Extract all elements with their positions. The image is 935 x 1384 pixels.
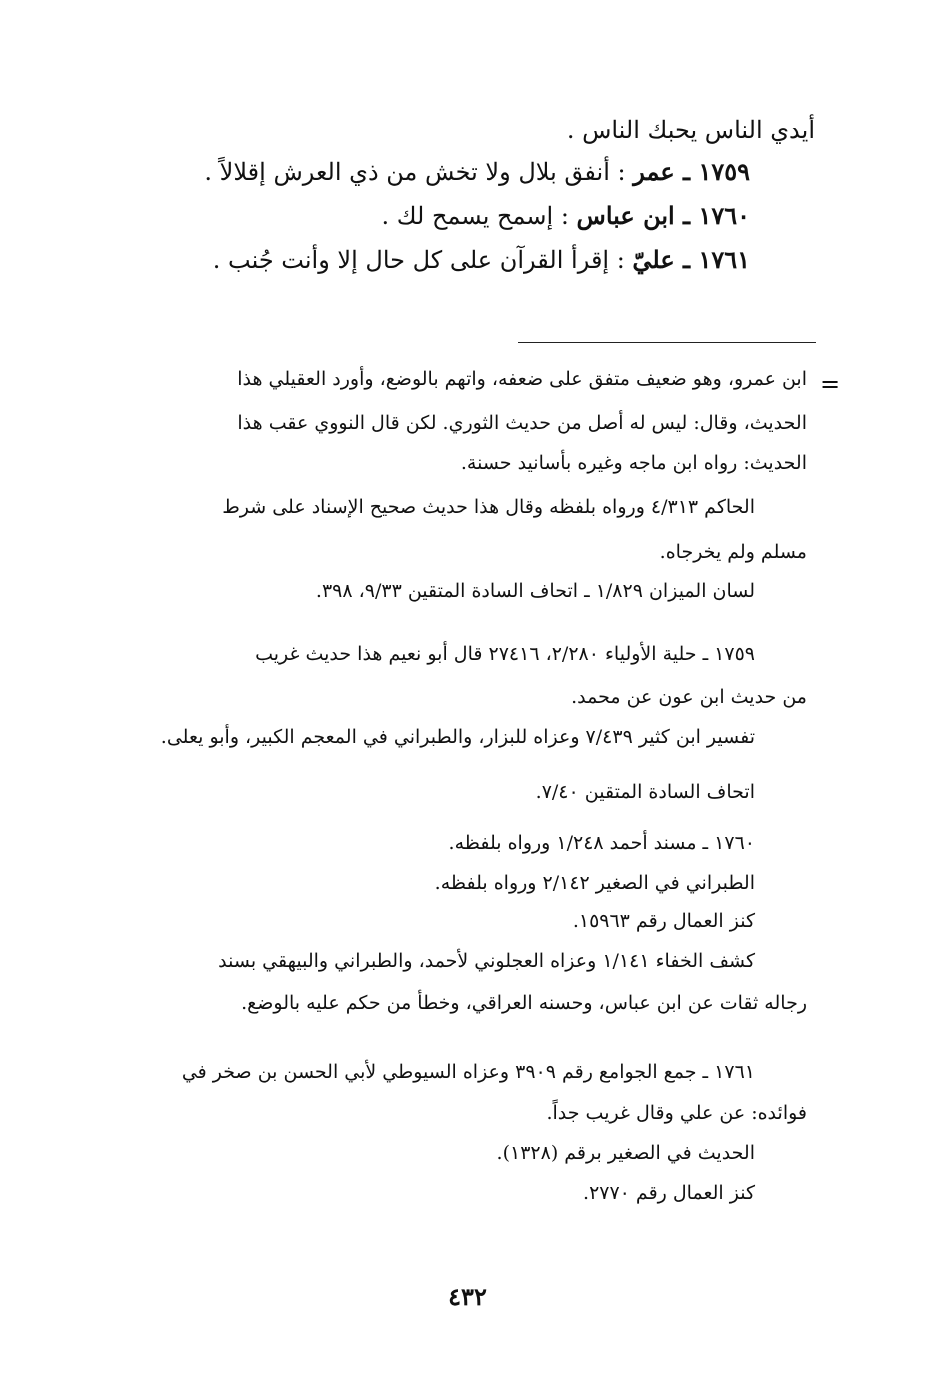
footnote-1759: ١٧٥٩ ـ حلية الأولياء ٢/٢٨٠، ٢٧٤١٦ قال أبو نعيم هذا حديث غريب [255,643,755,665]
footnote-line: من حديث ابن عون عن محمد. [571,686,807,708]
footnote-line: كنز العمال رقم ١٥٩٦٣. [572,910,755,932]
footnote-line: الحديث في الصغير برقم (١٣٢٨). [496,1142,755,1164]
footnote-line: مسلم ولم يخرجاه. [659,541,807,563]
footnote-1761: ١٧٦١ ـ جمع الجوامع رقم ٣٩٠٩ وعزاه السيوطي لأبي الحسن بن صخر في [181,1061,755,1083]
footnote-line: تفسير ابن كثير ٧/٤٣٩ وعزاه للبزار، والطبراني في المعجم الكبير، وأبو يعلى. [160,726,755,748]
hadith-text: : أنفق بلال ولا تخش من ذي العرش إقلالاً . [204,158,634,186]
hadith-number: ١٧٥٩ ـ عمر [633,157,750,186]
footnote-line: فوائده: عن علي وقال غريب جداً. [546,1102,807,1124]
footnote-line: كنز العمال رقم ٢٧٧٠. [583,1182,755,1204]
footnote-line: اتحاف السادة المتقين ٧/٤٠. [535,781,755,803]
footnote-1760: ١٧٦٠ ـ مسند أحمد ١/٢٤٨ ورواه بلفظه. [448,832,755,854]
footnote-line: الحديث، وقال: ليس له أصل من حديث الثوري. لكن قال النووي عقب هذا [237,412,807,434]
hadith-1759 [204,158,750,187]
hadith-number: ١٧٦٠ ـ ابن عباس [576,201,750,230]
continuation-mark: = [820,370,841,398]
footnote-separator [518,342,816,343]
main-text-line: أيدي الناس يحبك الناس . [566,116,815,144]
hadith-text: : إقرأ القرآن على كل حال إلا وأنت جُنب . [212,246,633,274]
hadith-1760 [382,202,750,231]
hadith-1761 [213,246,750,275]
footnote-line: رجاله ثقات عن ابن عباس، وحسنه العراقي، وخطأ من حكم عليه بالوضع. [241,992,807,1014]
footnote-line: الحديث: رواه ابن ماجه وغيره بأسانيد حسنة. [460,452,807,474]
footnote-line: الطبراني في الصغير ٢/١٤٢ ورواه بلفظه. [434,872,755,894]
page-number: ٤٣٢ [448,1282,487,1311]
hadith-text: : إسمح يسمح لك . [381,202,577,230]
footnote-line: كشف الخفاء ١/١٤١ وعزاه العجلوني لأحمد، والطبراني والبيهقي بسند [218,950,755,972]
footnote-line: لسان الميزان ١/٨٢٩ ـ اتحاف السادة المتقين ٩/٣٣، ٣٩٨. [315,580,755,602]
footnote-line: الحاكم ٤/٣١٣ ورواه بلفظه وقال هذا حديث صحيح الإسناد على شرط [222,496,755,518]
hadith-number: ١٧٦١ ـ عليّ [632,245,750,274]
footnote-line: ابن عمرو، وهو ضعيف متفق على ضعفه، واتهم بالوضع، وأورد العقيلي هذا [237,368,807,390]
